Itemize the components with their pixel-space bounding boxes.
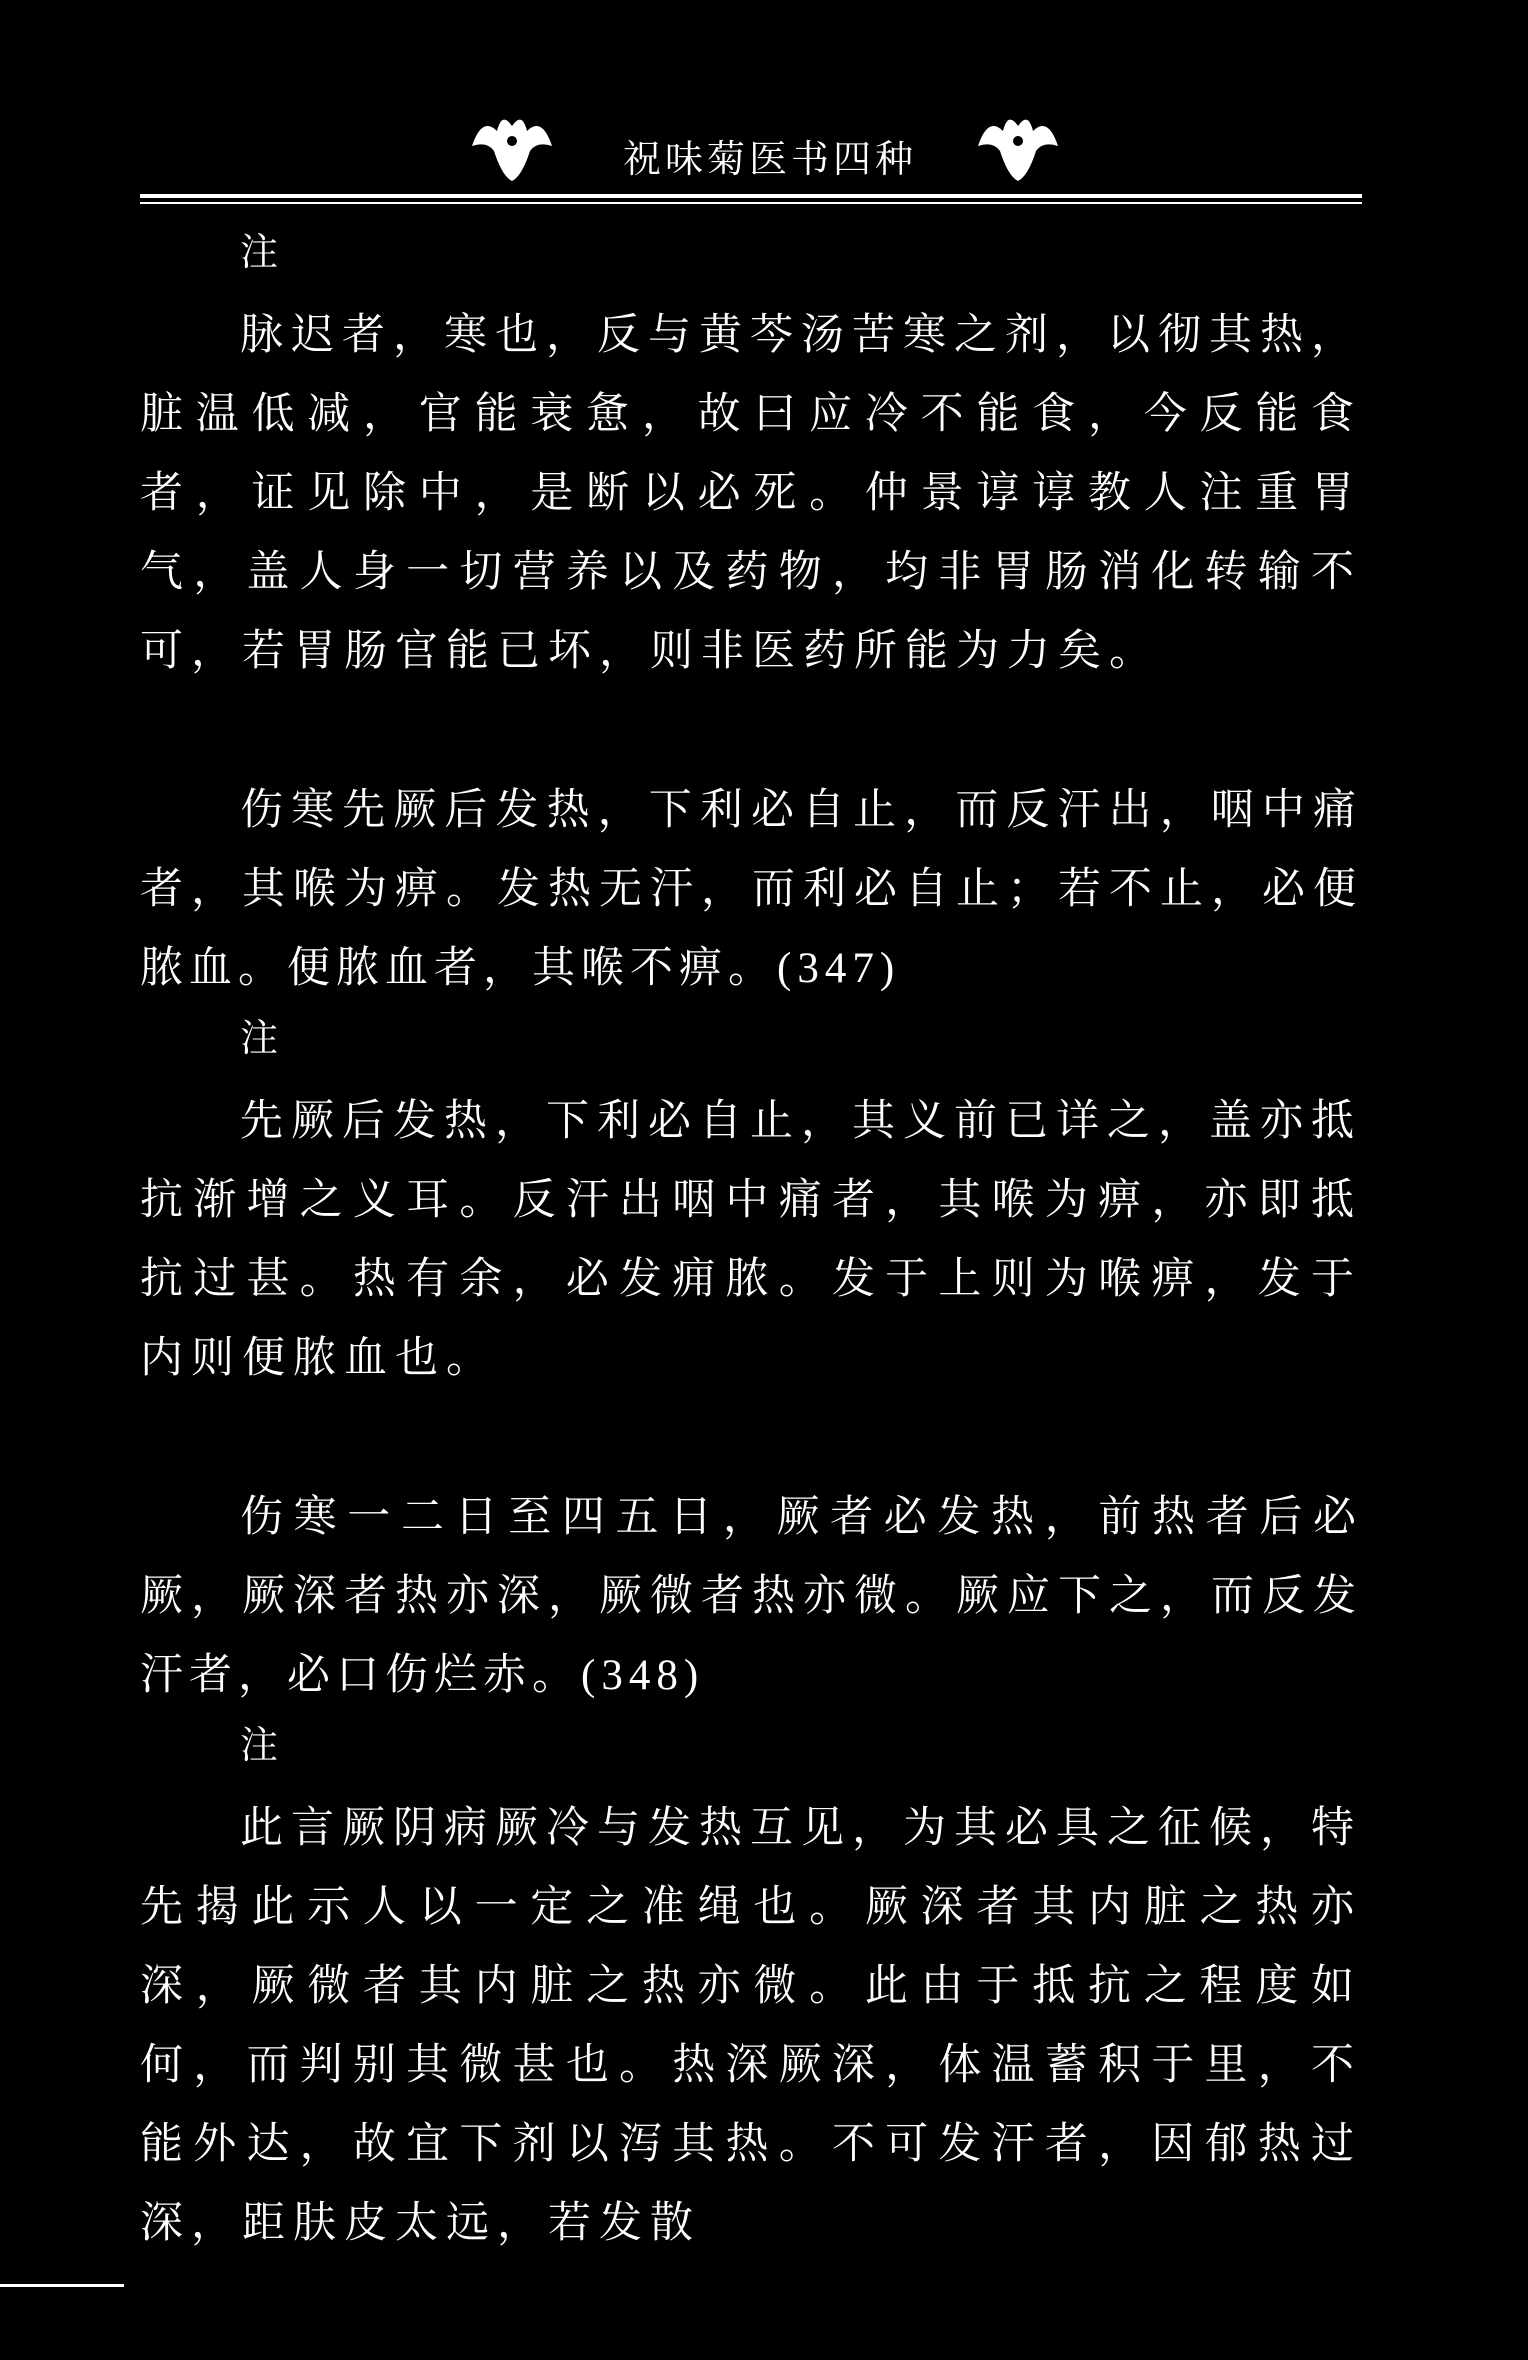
page-body xyxy=(140,222,1362,2263)
classic-text-paragraph: 伤寒先厥后发热，下利必自止，而反汗出，咽中痛者，其喉为痹。发热无汗，而利必自止；若不止，必便脓血。便脓血者，其喉不痹。(347) xyxy=(140,787,1362,992)
phoenix-ornament-icon xyxy=(462,106,562,186)
header-rule-thin xyxy=(140,202,1362,204)
annotation-paragraph: 先厥后发热，下利必自止，其义前已详之，盖亦抵抗渐增之义耳。反汗出咽中痛者，其喉为痹，亦即抵抗过甚。热有余，必发痈脓。发于上则为喉痹，发于内则便脓血也。 xyxy=(140,1096,1362,1383)
phoenix-ornament-icon xyxy=(968,106,1068,186)
annotation-paragraph: 脉迟者，寒也，反与黄芩汤苦寒之剂，以彻其热，脏温低减，官能衰惫，故曰应冷不能食，今反能食者，证见除中，是断以必死。仲景谆谆教人注重胃气，盖人身一切营养以及药物，均非胃肠消化转输不可，若胃肠官能已坏，则非医药所能为力矣。 xyxy=(140,310,1362,676)
note-label: 注 xyxy=(240,1723,283,1767)
note-label: 注 xyxy=(240,1016,283,1060)
classic-text-paragraph: 伤寒一二日至四五日，厥者必发热，前热者后必厥，厥深者热亦深，厥微者热亦微。厥应下之，而反发汗者，必口伤烂赤。(348) xyxy=(140,1494,1362,1699)
note-label: 注 xyxy=(240,230,283,274)
header-rule-thick xyxy=(140,194,1362,198)
annotation-paragraph: 此言厥阴病厥冷与发热互见，为其必具之征候，特先揭此示人以一定之准绳也。厥深者其内脏之热亦深，厥微者其内脏之热亦微。此由于抵抗之程度如何，而判别其微甚也。热深厥深，体温蓄积于里，不能外达，故宜下剂以泻其热。不可发汗者，因郁热过深，距肤皮太远，若发散 xyxy=(140,1803,1362,2248)
book-title: 祝味菊医书四种 xyxy=(622,137,917,181)
footer-rule xyxy=(0,2284,124,2287)
running-header xyxy=(0,88,1528,198)
